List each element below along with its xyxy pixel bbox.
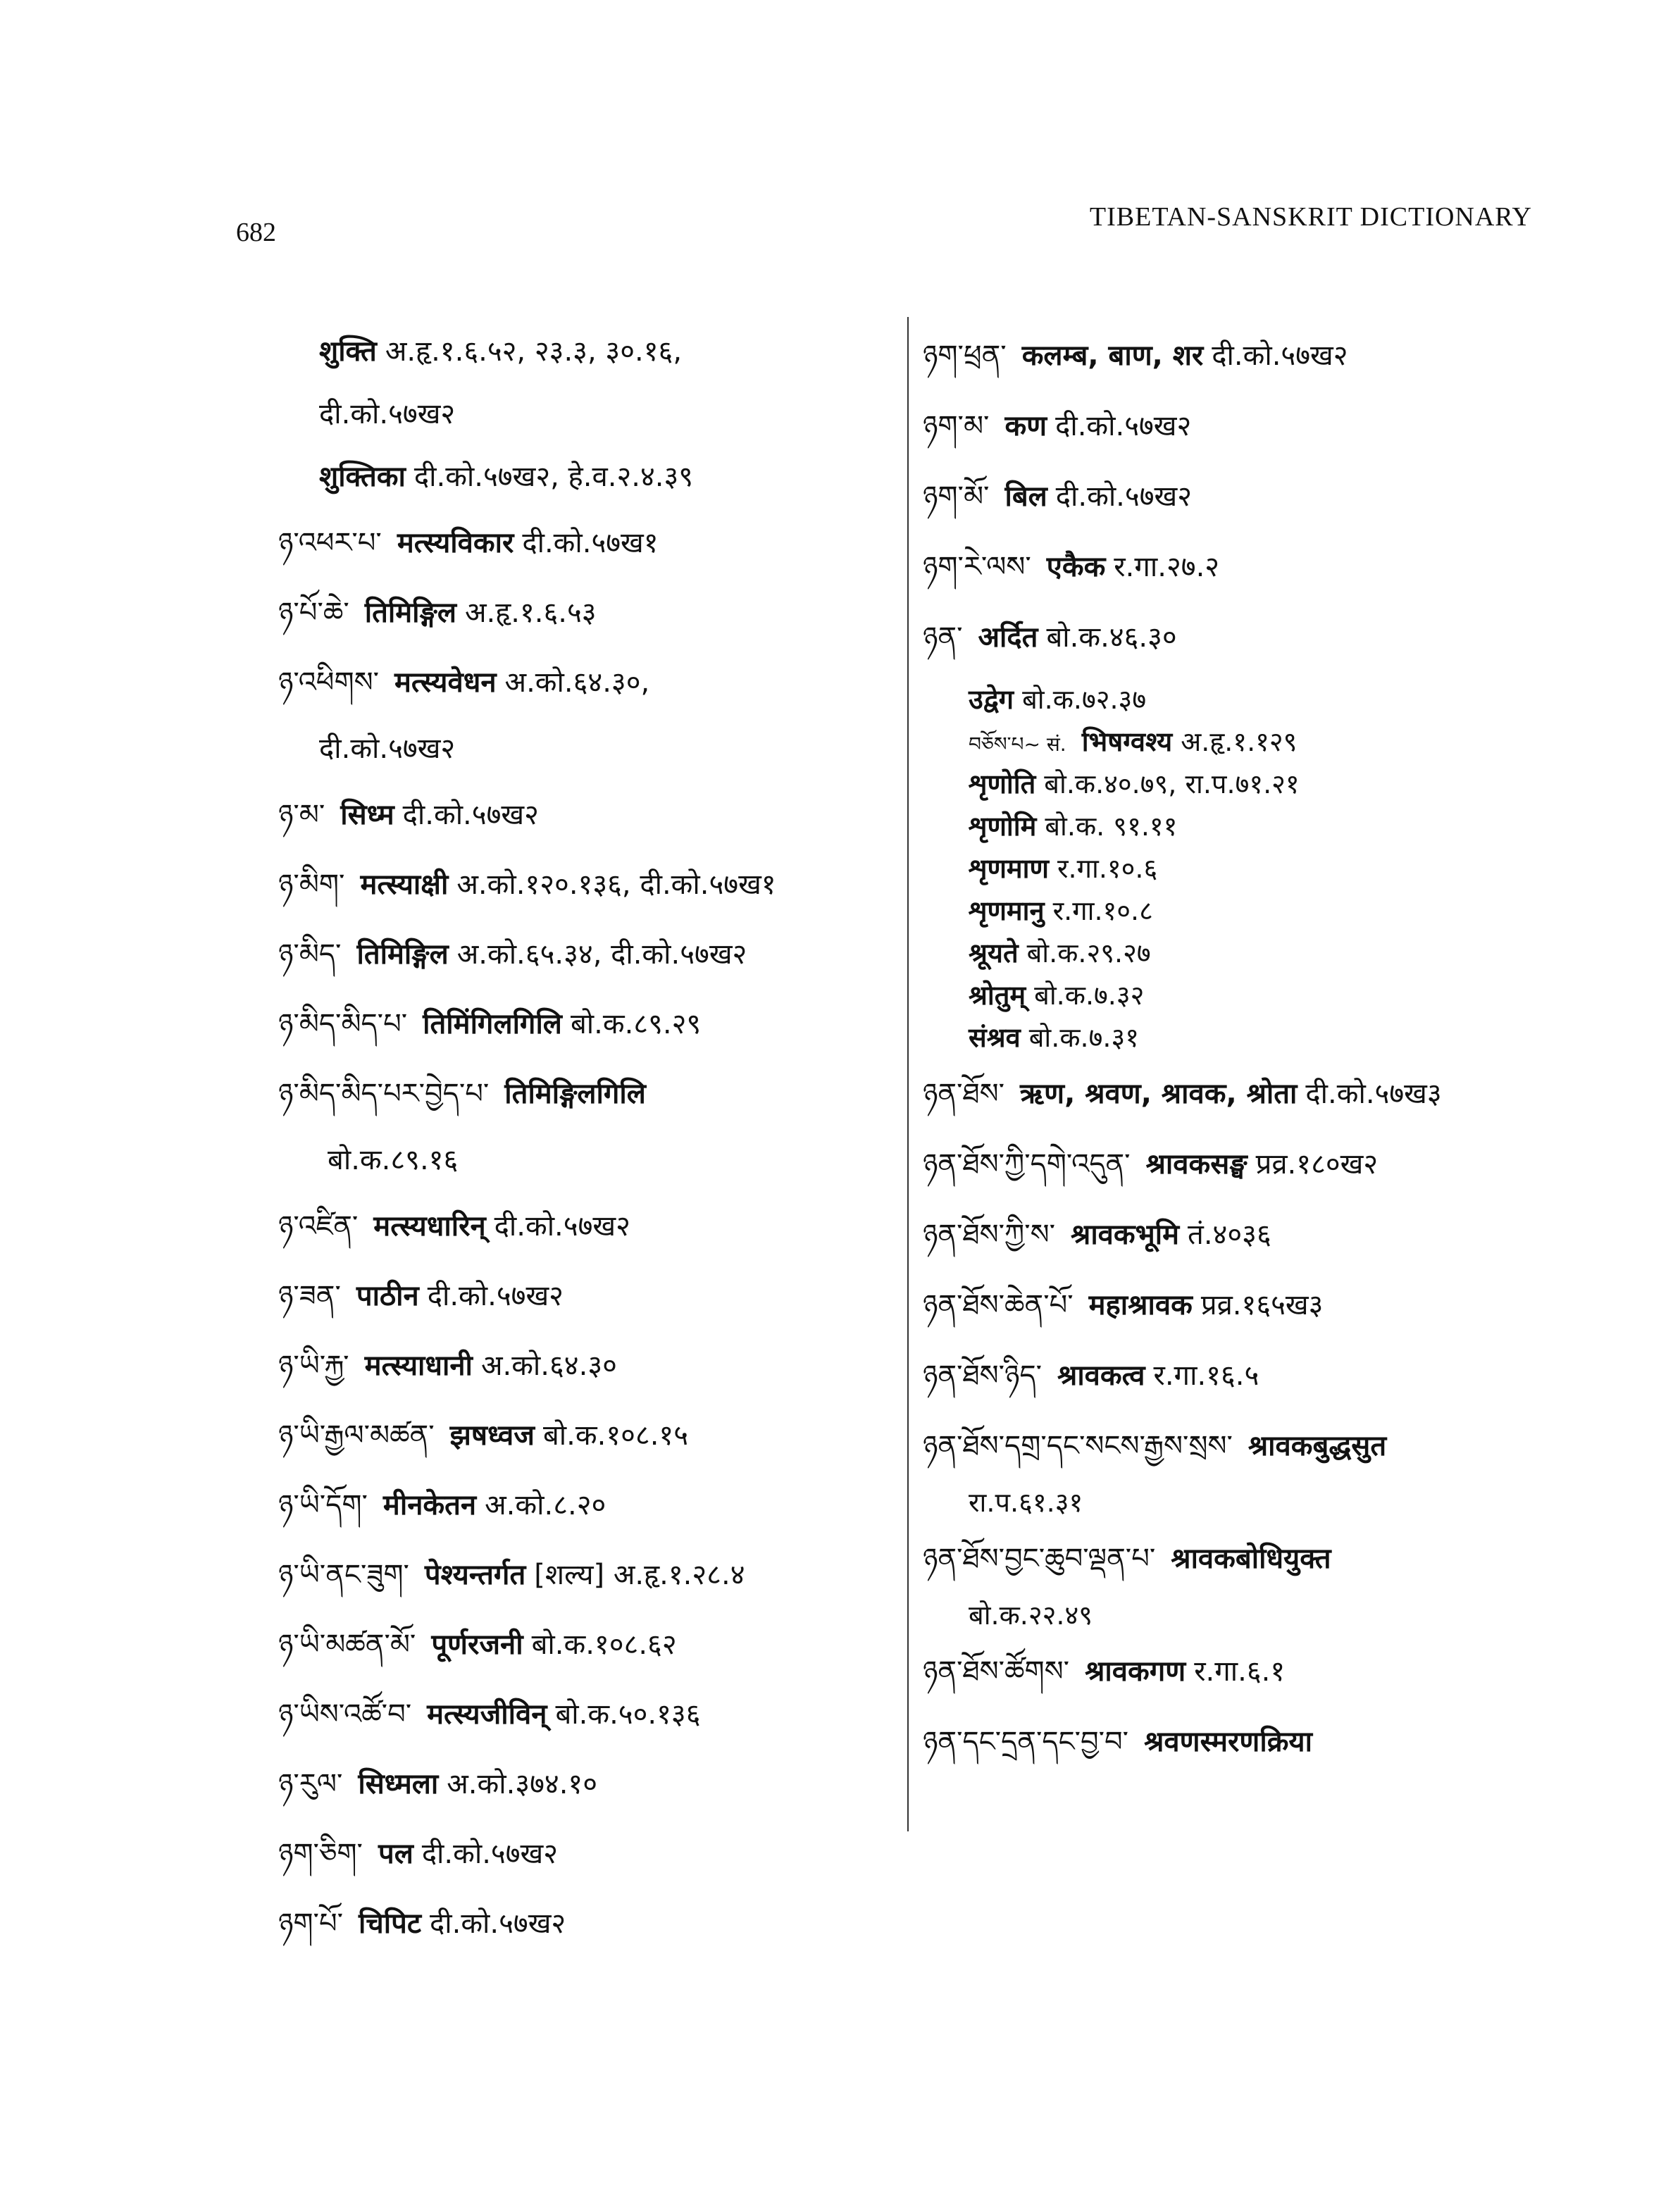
tibetan-headword: ཉ་ཡིས་འཚོ་བ་ xyxy=(278,1698,412,1731)
source-reference: बो.क.१०८.१५ xyxy=(542,1419,689,1452)
sanskrit-equivalent: श्रूयते xyxy=(969,938,1019,969)
source-reference: बो.क.५०.१३६ xyxy=(555,1698,701,1731)
page-number: 682 xyxy=(236,218,276,247)
dictionary-entry xyxy=(923,847,1557,890)
dictionary-entry xyxy=(278,1262,898,1331)
source-reference: दी.को.५७ख२ xyxy=(1055,480,1193,513)
tibetan-headword: ཉ་རུལ་ xyxy=(278,1768,343,1800)
source-reference: [शल्य] अ.हृ.१.२८.४ xyxy=(534,1559,745,1591)
dictionary-entry xyxy=(278,1129,898,1192)
dictionary-entry xyxy=(923,1059,1557,1129)
source-reference: प्रव्र.१६५ख३ xyxy=(1200,1289,1324,1321)
tibetan-headword: ཉན་ཐོས་ཚོགས་ xyxy=(923,1655,1070,1688)
source-reference: बो.क.७२.३७ xyxy=(1022,684,1147,715)
dictionary-entry xyxy=(278,1680,898,1750)
sanskrit-equivalent: सिध्मला xyxy=(358,1768,439,1800)
sanskrit-equivalent: चिपिट xyxy=(359,1907,421,1940)
source-reference: बो.क.७.३२ xyxy=(1034,980,1145,1011)
tibetan-headword: ཉན་ xyxy=(923,621,963,654)
source-reference: अ.हृ.१.६.५३ xyxy=(464,597,597,629)
tibetan-headword: ཉ་ཡི་མཚན་མོ་ xyxy=(278,1629,416,1661)
tibetan-headword: ཉ་མིག་ xyxy=(278,868,345,901)
sanskrit-equivalent: श्रावकगण xyxy=(1085,1655,1186,1688)
sanskrit-equivalent: श्रोतुम् xyxy=(969,980,1026,1011)
sanskrit-equivalent: तिमिङ्गिल xyxy=(356,938,449,971)
sanskrit-equivalent: शृणोमि xyxy=(969,811,1037,842)
sanskrit-equivalent: ऋण, श्रवण, श्रावक, श्रोता xyxy=(1020,1078,1298,1110)
dictionary-entry xyxy=(923,890,1557,932)
dictionary-entry xyxy=(278,780,898,850)
sanskrit-equivalent: उद्वेग xyxy=(969,684,1014,715)
tibetan-headword: ཉན་ཐོས་ཀྱི་ས་ xyxy=(923,1219,1055,1251)
sanskrit-equivalent: तिमिङ्गिल xyxy=(364,597,456,629)
sanskrit-equivalent: पल xyxy=(378,1838,413,1870)
sanskrit-equivalent: शुक्तिका xyxy=(319,461,406,493)
sanskrit-equivalent: एकैक xyxy=(1046,551,1106,583)
dictionary-entry xyxy=(923,1707,1557,1777)
source-reference: बो.क.४६.३० xyxy=(1046,621,1177,654)
dictionary-entry xyxy=(923,1129,1557,1200)
tibetan-headword: ཉག་ཕྲན་ xyxy=(923,340,1007,372)
source-reference: दी.को.५७ख२ xyxy=(1212,340,1348,372)
source-reference: बो.क.२२.४९ xyxy=(969,1600,1093,1631)
dictionary-entry xyxy=(278,578,898,648)
dictionary-entry xyxy=(278,1750,898,1819)
tibetan-headword: ཉ་ཟན་ xyxy=(278,1280,341,1312)
dictionary-entry xyxy=(278,1192,898,1262)
tibetan-headword: ཉ་ཡི་རྒྱལ་མཚན་ xyxy=(278,1419,435,1452)
tibetan-headword: ཉན་ཐོས་ཉིད་ xyxy=(923,1359,1042,1392)
dictionary-entry xyxy=(278,648,898,718)
tibetan-headword: ཉག་ཅིག་ xyxy=(278,1838,363,1870)
source-reference: अ.को.३७४.१० xyxy=(447,1768,598,1800)
source-reference: अ.को.६५.३४, दी.को.५७ख२ xyxy=(456,938,747,971)
column-divider xyxy=(907,317,909,1831)
source-reference: दी.को.५७ख१ xyxy=(522,527,659,559)
tibetan-headword: ཉག་མོ་ xyxy=(923,480,990,513)
dictionary-entry xyxy=(923,391,1557,461)
source-reference: प्रव्र.१८०ख२ xyxy=(1255,1148,1379,1181)
source-reference: बो.क.८९.१६ xyxy=(328,1144,459,1176)
source-reference: अ.को.६४.३० xyxy=(480,1350,617,1382)
tibetan-headword: ཉ་མིད་ xyxy=(278,938,342,971)
tibetan-headword: ཉན་ཐོས་ xyxy=(923,1078,1005,1110)
dictionary-entry xyxy=(278,1331,898,1401)
sanskrit-equivalent: श्रावकत्व xyxy=(1057,1359,1145,1392)
dictionary-entry xyxy=(278,1540,898,1610)
dictionary-entry xyxy=(278,920,898,990)
tibetan-headword: ཉན་ཐོས་ཆེན་པོ་ xyxy=(923,1289,1074,1321)
sanskrit-equivalent: कण xyxy=(1004,410,1047,442)
tibetan-headword: ཉ་འཕར་པ་ xyxy=(278,527,382,559)
dictionary-entry xyxy=(923,1524,1557,1594)
source-reference: र.गा.१६.५ xyxy=(1153,1359,1259,1392)
sanskrit-equivalent: मत्स्यवेधन xyxy=(394,666,497,699)
sanskrit-equivalent: भिषग्वश्य xyxy=(1081,726,1173,757)
sanskrit-equivalent: श्रावकबुद्धसुत xyxy=(1247,1430,1387,1462)
sanskrit-equivalent: मत्स्याक्षी xyxy=(360,868,449,901)
sanskrit-equivalent: श्रावकबोधियुक्त xyxy=(1171,1543,1331,1575)
dictionary-entry xyxy=(923,805,1557,847)
tibetan-headword: ཉ་པོ་ཆེ་ xyxy=(278,597,349,629)
dictionary-entry xyxy=(923,721,1557,763)
left-column xyxy=(278,320,898,1959)
dictionary-entry xyxy=(278,1471,898,1540)
tibetan-headword: ཉ་འཕིགས་ xyxy=(278,666,379,699)
source-reference: र.गा.२७.२ xyxy=(1114,551,1220,583)
source-reference: दी.को.५७ख२ xyxy=(421,1838,559,1870)
source-reference: अ.हृ.१.६.५२, २३.३, ३०.१६, xyxy=(385,335,683,368)
dictionary-entry xyxy=(278,1610,898,1680)
dictionary-entry xyxy=(278,1401,898,1471)
tibetan-headword: ཉ་མིད་མིད་པ་ xyxy=(278,1008,408,1040)
dictionary-entry xyxy=(923,1270,1557,1340)
tibetan-headword: ཉན་ཐོས་བྱང་ཆུབ་ལྡན་པ་ xyxy=(923,1543,1156,1575)
dictionary-entry xyxy=(278,320,898,383)
sanskrit-equivalent: पाठीन xyxy=(356,1280,419,1312)
dictionary-entry xyxy=(923,763,1557,805)
tibetan-headword: ཉ་འཛིན་ xyxy=(278,1210,359,1243)
dictionary-entry xyxy=(923,678,1557,721)
source-reference: बो.क.४०.७९, रा.प.७१.२१ xyxy=(1044,768,1300,799)
source-reference: बो.क.१०८.६२ xyxy=(531,1629,677,1661)
sanskrit-equivalent: मत्स्याधानी xyxy=(364,1350,473,1382)
dictionary-entry xyxy=(923,532,1557,602)
tibetan-headword: ཉན་དང་དྲན་དང་བྱ་བ་ xyxy=(923,1726,1129,1758)
tibetan-headword: ཉག་རེ་ལས་ xyxy=(923,551,1031,583)
source-reference: तं.४०३६ xyxy=(1188,1219,1271,1251)
source-reference: र.गा.१०.६ xyxy=(1057,853,1158,884)
sanskrit-equivalent: श्रावकभूमि xyxy=(1071,1219,1180,1251)
source-reference: बो.क. ९१.११ xyxy=(1045,811,1178,842)
running-head: TIBETAN-SANSKRIT DICTIONARY xyxy=(1089,202,1532,232)
dictionary-entry xyxy=(278,1819,898,1889)
sanskrit-equivalent: अर्दित xyxy=(978,621,1038,654)
source-reference: बो.क.८९.२९ xyxy=(570,1008,702,1040)
sanskrit-equivalent: मत्स्यजीविन् xyxy=(427,1698,547,1731)
source-reference: दी.को.५७ख२ xyxy=(1055,410,1192,442)
dictionary-entry xyxy=(278,1059,898,1129)
source-reference: अ.को.६४.३०, xyxy=(504,666,650,699)
source-reference: अ.को.१२०.१३६, दी.को.५७ख१ xyxy=(456,868,776,901)
dictionary-entry xyxy=(278,718,898,780)
source-reference: र.गा.६.१ xyxy=(1194,1655,1286,1688)
source-reference: दी.को.५७ख२ xyxy=(430,1907,566,1940)
source-reference: र.गा.१०.८ xyxy=(1052,895,1153,926)
sanskrit-equivalent: झषध्वज xyxy=(449,1419,535,1452)
dictionary-entry xyxy=(278,509,898,578)
tibetan-headword: ཉ་ཡི་རྐྱ་ xyxy=(278,1350,349,1382)
dictionary-entry xyxy=(278,1889,898,1959)
sanskrit-equivalent: शुक्ति xyxy=(319,335,377,368)
dictionary-entry xyxy=(923,1200,1557,1270)
source-reference: दी.को.५७ख२ xyxy=(402,799,539,831)
tibetan-headword: ཉ་མ་ xyxy=(278,799,325,831)
source-reference: दी.को.५७ख२ xyxy=(319,733,456,765)
tibetan-headword: ཉག་པོ་ xyxy=(278,1907,343,1940)
right-column xyxy=(923,320,1557,1777)
source-reference: दी.को.५७ख२ xyxy=(427,1280,564,1312)
dictionary-entry xyxy=(278,850,898,920)
sanskrit-equivalent: तिमिंगिलगिलि xyxy=(423,1008,562,1040)
sanskrit-equivalent: महाश्रावक xyxy=(1088,1289,1193,1321)
sanskrit-equivalent: मत्स्यविकार xyxy=(397,527,514,559)
tibetan-headword: ཉ་མིད་མིད་པར་བྱེད་པ་ xyxy=(278,1078,490,1110)
sanskrit-equivalent: श्रवणस्मरणक्रिया xyxy=(1144,1726,1312,1758)
dictionary-entry xyxy=(923,1594,1557,1636)
dictionary-entry xyxy=(923,932,1557,974)
dictionary-entry xyxy=(923,461,1557,532)
tibetan-headword: ཉན་ཐོས་ཀྱི་དགེ་འདུན་ xyxy=(923,1148,1131,1181)
sanskrit-equivalent: मत्स्यधारिन् xyxy=(373,1210,486,1243)
source-reference: दी.को.५७ख३ xyxy=(1305,1078,1442,1110)
source-reference: अ.हृ.१.१२९ xyxy=(1181,726,1298,757)
sanskrit-equivalent: पूर्णरजनी xyxy=(431,1629,523,1661)
source-reference: अ.को.८.२० xyxy=(485,1489,606,1521)
dictionary-entry xyxy=(923,602,1557,673)
dictionary-entry xyxy=(923,320,1557,391)
source-reference: दी.को.५७ख२, हे.व.२.४.३९ xyxy=(413,461,694,493)
tibetan-headword: ཉག་མ་ xyxy=(923,410,990,442)
sanskrit-equivalent: श्रावकसङ्घ xyxy=(1145,1148,1247,1181)
sanskrit-equivalent: बिल xyxy=(1004,480,1047,513)
source-reference: रा.प.६१.३१ xyxy=(969,1487,1083,1518)
dictionary-entry xyxy=(923,1340,1557,1411)
dictionary-entry xyxy=(278,446,898,509)
dictionary-entry xyxy=(923,974,1557,1016)
source-reference: दी.को.५७ख२ xyxy=(494,1210,630,1243)
dictionary-entry xyxy=(278,383,898,446)
sanskrit-equivalent: संश्रव xyxy=(969,1022,1021,1053)
sanskrit-equivalent: शृणमाण xyxy=(969,853,1049,884)
sanskrit-equivalent: पेश्यन्तर्गत xyxy=(424,1559,526,1591)
sanskrit-equivalent: मीनकेतन xyxy=(382,1489,477,1521)
dictionary-entry xyxy=(923,1636,1557,1707)
dictionary-entry xyxy=(923,1016,1557,1059)
tibetan-headword: ཉན་ཐོས་དགྲ་དང་སངས་རྒྱས་སྲས་ xyxy=(923,1430,1233,1462)
tibetan-headword: བཅོས་པ~ सं. xyxy=(969,733,1066,756)
sanskrit-equivalent: शृणोति xyxy=(969,768,1036,799)
dictionary-entry xyxy=(278,990,898,1059)
sanskrit-equivalent: तिमिङ्गिलगिलि xyxy=(504,1078,646,1110)
tibetan-headword: ཉ་ཡི་ནང་ཟུག་ xyxy=(278,1559,409,1591)
sanskrit-equivalent: कलम्ब, बाण, शर xyxy=(1021,340,1204,372)
sanskrit-equivalent: शृणमानु xyxy=(969,895,1045,926)
dictionary-entry xyxy=(923,1411,1557,1481)
source-reference: दी.को.५७ख२ xyxy=(319,398,456,430)
tibetan-headword: ཉ་ཡི་དོག་ xyxy=(278,1489,368,1521)
source-reference: बो.क.२९.२७ xyxy=(1026,938,1151,969)
sanskrit-equivalent: सिध्म xyxy=(340,799,394,831)
source-reference: बो.क.७.३१ xyxy=(1028,1022,1139,1053)
dictionary-entry xyxy=(923,1481,1557,1524)
